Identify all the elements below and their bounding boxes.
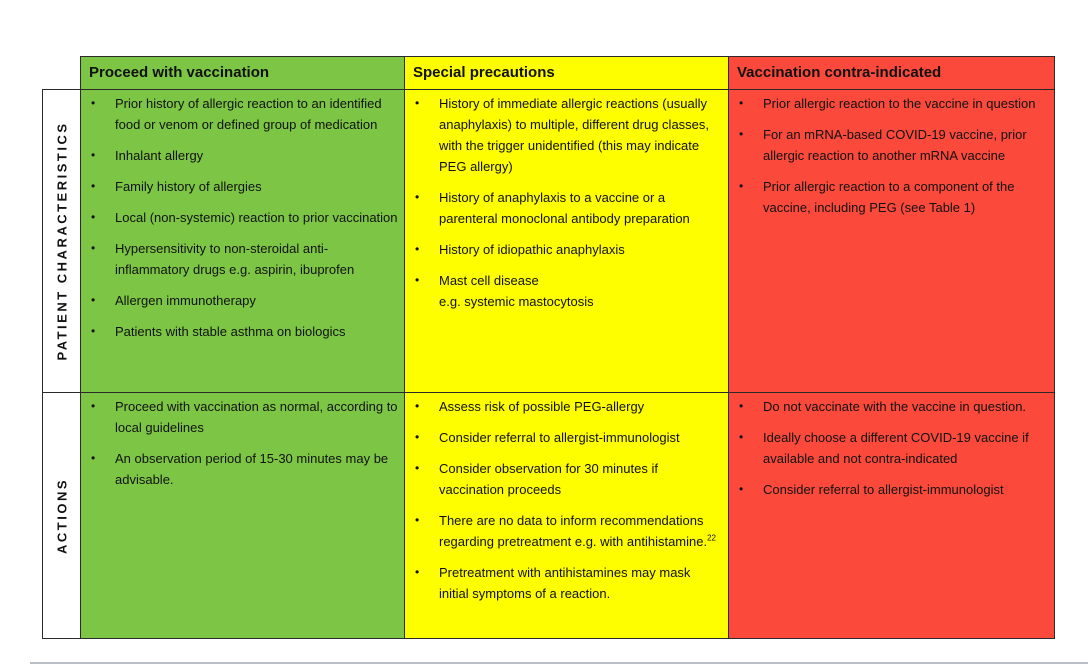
list-item: • Prior allergic reaction to the vaccine in question (737, 93, 1048, 114)
cell-patient-precautions (405, 90, 729, 393)
list-item: • Proceed with vaccination as normal, according to local guidelines (89, 396, 398, 438)
list-item: • Consider referral to allergist-immunologist (413, 427, 722, 448)
list-item: • History of anaphylaxis to a vaccine or a parenteral monoclonal antibody preparation (413, 187, 722, 229)
bullet-icon: • (739, 430, 744, 444)
list-item: • There are no data to inform recommendations regarding pretreatment e.g. with antihistamine.$^{22}$ (413, 510, 722, 552)
bullet-icon: • (415, 430, 420, 444)
column-header-precautions: Special precautions (405, 57, 729, 90)
row-actions (43, 393, 1055, 639)
row-label-patient-characteristics: PATIENT CHARACTERISTICS (54, 121, 69, 361)
list-item: • Allergen immunotherapy (89, 290, 398, 311)
bullet-icon: • (739, 96, 744, 110)
bullet-icon: • (415, 273, 420, 287)
bullet-list (405, 90, 728, 318)
list-item: • History of idiopathic anaphylaxis (413, 239, 722, 260)
bullet-icon: • (91, 210, 96, 224)
cell-actions-precautions (405, 393, 729, 639)
list-item: • Prior allergic reaction to a component of the vaccine, including PEG (see Table 1) (737, 176, 1048, 218)
bullet-icon: • (415, 190, 420, 204)
cell-actions-proceed (81, 393, 405, 639)
bullet-icon: • (415, 513, 420, 527)
corner-cell (43, 57, 81, 90)
list-item: • Consider observation for 30 minutes if vaccination proceeds (413, 458, 722, 500)
list-item: • Mast cell disease e.g. systemic mastocytosis (413, 270, 722, 312)
list-item: • Family history of allergies (89, 176, 398, 197)
page-divider (30, 662, 1088, 664)
bullet-icon: • (739, 179, 744, 193)
vaccination-guidance-table-container (42, 56, 1054, 640)
list-item: • Prior history of allergic reaction to an identified food or venom or defined group of medication (89, 93, 398, 135)
bullet-list (81, 90, 404, 348)
list-item: • Hypersensitivity to non-steroidal anti-inflammatory drugs e.g. aspirin, ibuprofen (89, 238, 398, 280)
list-item: • Do not vaccinate with the vaccine in question. (737, 396, 1048, 417)
list-item: • Pretreatment with antihistamines may mask initial symptoms of a reaction. (413, 562, 722, 604)
list-item: • Consider referral to allergist-immunologist (737, 479, 1048, 500)
cell-patient-contraindicated (729, 90, 1055, 393)
column-header-contraindicated: Vaccination contra-indicated (729, 57, 1055, 90)
cell-patient-proceed (81, 90, 405, 393)
column-header-proceed: Proceed with vaccination (81, 57, 405, 90)
bullet-icon: • (739, 127, 744, 141)
bullet-list (405, 393, 728, 610)
footnote-reference: 22 (707, 533, 716, 543)
row-label-actions: ACTIONS (54, 477, 69, 554)
list-item: • History of immediate allergic reactions (usually anaphylaxis) to multiple, different drug classes, with the trigger unidentified (this may indicate PEG allergy) (413, 93, 722, 177)
row-patient-characteristics (43, 90, 1055, 393)
bullet-icon: • (415, 242, 420, 256)
list-item: • Local (non-systemic) reaction to prior vaccination (89, 207, 398, 228)
bullet-icon: • (91, 179, 96, 193)
bullet-icon: • (91, 241, 96, 255)
list-item: • An observation period of 15-30 minutes may be advisable. (89, 448, 398, 490)
bullet-icon: • (91, 324, 96, 338)
row-label-cell (43, 90, 81, 393)
vaccination-guidance-table (42, 56, 1055, 639)
bullet-list (729, 90, 1054, 224)
bullet-list (81, 393, 404, 496)
bullet-icon: • (91, 148, 96, 162)
list-item: • Inhalant allergy (89, 145, 398, 166)
list-item: • Patients with stable asthma on biologics (89, 321, 398, 342)
bullet-icon: • (739, 399, 744, 413)
bullet-icon: • (415, 461, 420, 475)
list-item: • Assess risk of possible PEG-allergy (413, 396, 722, 417)
bullet-icon: • (91, 451, 96, 465)
bullet-icon: • (415, 96, 420, 110)
list-item: • For an mRNA-based COVID-19 vaccine, prior allergic reaction to another mRNA vaccine (737, 124, 1048, 166)
bullet-icon: • (91, 293, 96, 307)
bullet-list (729, 393, 1054, 506)
header-row (43, 57, 1055, 90)
cell-actions-contraindicated (729, 393, 1055, 639)
bullet-icon: • (739, 482, 744, 496)
list-item: • Ideally choose a different COVID-19 vaccine if available and not contra-indicated (737, 427, 1048, 469)
bullet-icon: • (91, 399, 96, 413)
bullet-icon: • (91, 96, 96, 110)
bullet-icon: • (415, 399, 420, 413)
row-label-cell (43, 393, 81, 639)
bullet-icon: • (415, 565, 420, 579)
